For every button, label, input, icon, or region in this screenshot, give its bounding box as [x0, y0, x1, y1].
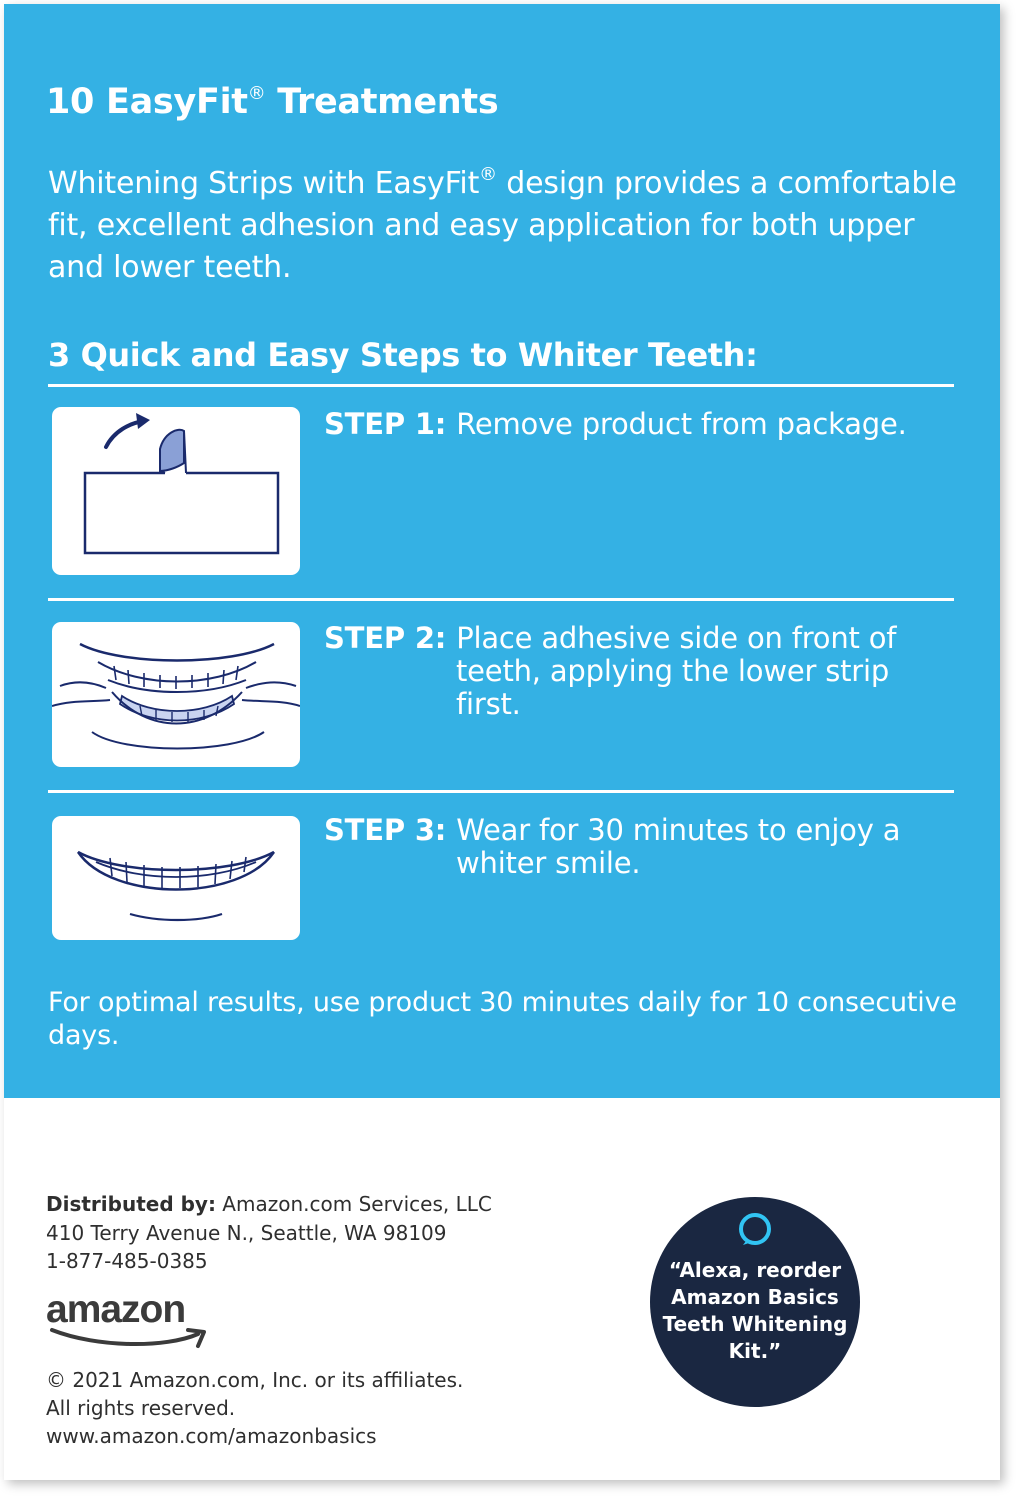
website-link: www.amazon.com/amazonbasics — [46, 1424, 377, 1448]
copyright-info: © 2021 Amazon.com, Inc. or its affiliates. All rights reserved. www.amazon.com/amazonbasics — [46, 1366, 566, 1450]
intro-text: Whitening Strips with EasyFit® design provides a comfortable fit, excellent adhesion and easy application for both upper and lower teeth. — [48, 164, 957, 285]
teeth-strip-icon — [52, 622, 300, 767]
divider — [48, 598, 954, 601]
distributor-address: 410 Terry Avenue N., Seattle, WA 98109 — [46, 1220, 447, 1245]
usage-note: For optimal results, use product 30 minutes daily for 10 consecutive days. — [48, 987, 957, 1051]
distributor-label: Distributed by: — [46, 1192, 216, 1216]
alexa-reorder-badge: “Alexa, reorder Amazon Basics Teeth Whitening Kit.” — [650, 1197, 860, 1407]
alexa-ring-icon — [737, 1211, 773, 1247]
step-3-text: STEP 3: Wear for 30 minutes to enjoy a whiter smile. — [324, 813, 901, 880]
distributor-company: Amazon.com Services, LLC — [215, 1192, 492, 1216]
page-title: 10 EasyFit® Treatments — [46, 82, 499, 122]
package-peel-icon — [52, 407, 300, 575]
smile-icon — [52, 816, 300, 940]
distributor-info — [46, 1190, 566, 1276]
step-1-text: STEP 1: Remove product from package. — [324, 407, 907, 441]
distributor-phone: 1-877-485-0385 — [46, 1249, 208, 1273]
divider — [48, 790, 954, 793]
amazon-smile-arrow-icon — [48, 1326, 224, 1350]
amazon-logo: amazon — [46, 1288, 226, 1350]
step-2-text: STEP 2: Place adhesive side on front of teeth, applying the lower strip first. — [324, 621, 897, 721]
divider — [48, 384, 954, 387]
steps-heading: 3 Quick and Easy Steps to Whiter Teeth: — [48, 336, 758, 374]
product-card — [4, 4, 1000, 1480]
instructions-panel — [4, 4, 1000, 1098]
